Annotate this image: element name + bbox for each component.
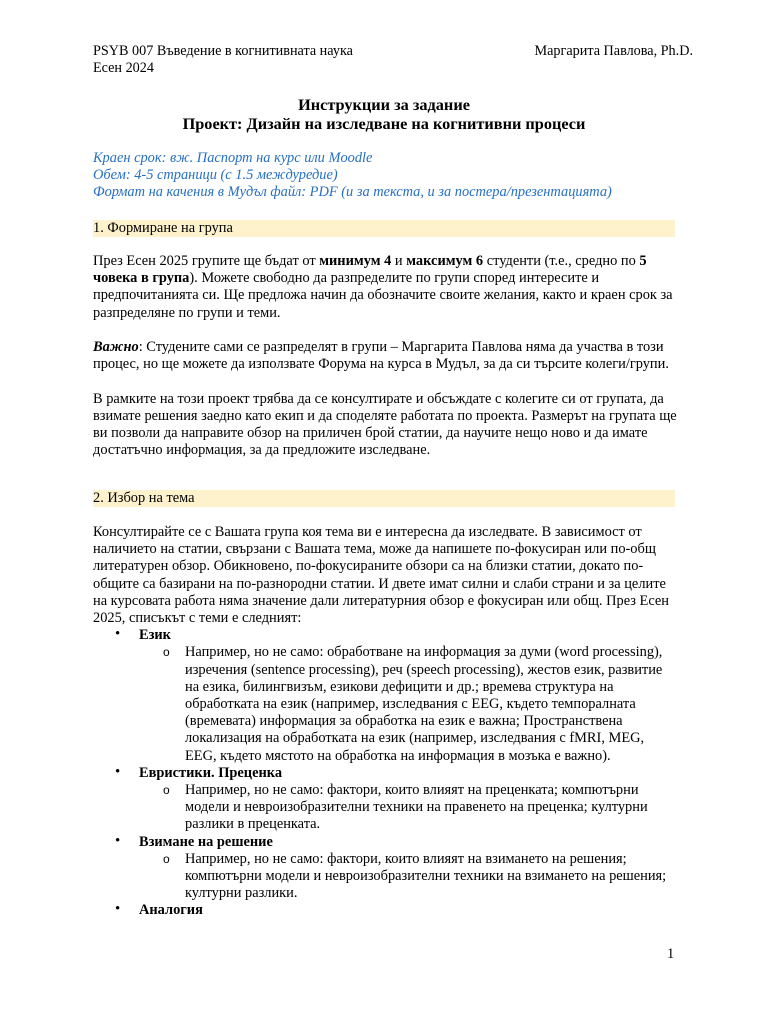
document-title [0, 95, 768, 133]
section-heading-2: 2. Избор на тема [93, 490, 675, 507]
deadline-text: Краен срок: вж. Паспорт на курс или Moodle [93, 150, 373, 166]
list-item [93, 765, 678, 834]
section-heading-1: 1. Формиране на група [93, 220, 675, 237]
section-2-body [93, 524, 678, 920]
paragraph-topic-intro: Консултирайте се с Вашата група коя тема ви е интересна да изследвате. В зависимост от наличието на статии, свързани с Вашата тема, може да напишете по-фокусиран или по-общ литературен обзор. Обикновено, по-фокусираните обзори са на близки статии, докато по-общите са базирани на по-разнородни статии. И двете имат силни и слаби страни и за целите на курсовата работа няма значение дали литературния обзор е фокусиран или общ. През Есен 2025, списъкът с теми е следният: [93, 524, 670, 627]
topic-title: Взимане на решение [139, 833, 273, 850]
topic-title: Аналогия [139, 902, 203, 919]
topic-title: Евристики. Преценка [139, 764, 283, 781]
page-number: 1 [667, 946, 675, 962]
volume-text: Обем: 4-5 страници (с 1.5 междуредие) [93, 167, 338, 184]
topic-list [93, 627, 678, 919]
paragraph-group-size: През Есен 2025 групите ще бъдат от минимум 4 и максимум 6 студенти (т.е., средно по 5 човека в група). Можете свободно да разпределите по групи според интересите и предпочитанията си. Ще предложа начин да обозначите своите желания, както и краен срок за разпределяне по групи и теми. [93, 253, 673, 321]
course-title: PSYB 007 Въведение в когнитивната наука [93, 43, 353, 59]
instructor-name: Маргарита Павлова, Ph.D. [534, 43, 693, 59]
format-text: Формат на качения в Мудъл файл: PDF (и за текста, и за постера/презентацията) [93, 184, 612, 201]
important-label: Важно [93, 339, 139, 355]
title-line-1: Инструкции за задание [298, 95, 470, 114]
topic-detail: o Например, но не само: фактори, които влияят на преценката; компютърни модели и невроизобразителни техники на правенето на преценка; културни разлики в преценката. [139, 782, 678, 834]
assignment-meta [93, 150, 612, 202]
page-header [93, 43, 693, 77]
list-item [93, 627, 678, 765]
term: Есен 2024 [93, 60, 154, 76]
paragraph-collaboration: В рамките на този проект трябва да се консултирате и обсъждате с колегите си от групата, да взимате решения заедно като екип и да споделяте работата по проекта. Размерът на групата ще ви позволи да направите обзор на приличен брой статии, да научите нещо ново и да имате достатъчно информация, за да предложите изследване. [93, 390, 677, 459]
list-item [93, 834, 678, 903]
topic-title: Език [139, 627, 171, 644]
topic-detail: o Например, но не само: фактори, които влияят на взимането на решения; компютърни модели и невроизобразителни техники на взимането на решения; културни разлики. [139, 851, 678, 903]
paragraph-important: Важно: Студените сами се разпределят в групи – Маргарита Павлова няма да участва в този процес, но ще можете да използвате Форума на курса в Мудъл, за да си търсите колеги/групи. [93, 339, 669, 373]
title-line-2: Проект: Дизайн на изследване на когнитивни процеси [182, 114, 586, 133]
list-item [93, 902, 678, 919]
section-1-body [93, 253, 678, 459]
topic-detail: o Например, но не само: обработване на информация за думи (word processing), изречения (sentence processing), реч (speech processing), жестов език, развитие на езика, билингвизъм, езикови дефицити и др.; времева структура на обработката на език (например, изследвания с EEG, където темпоралната (времевата) информация за обработка на език е важна; Пространствена локализация на обработката на език (например, изследвания с fMRI, MEG, EEG, където мястото на обработка на информация в мозъка е важно). [139, 644, 678, 764]
